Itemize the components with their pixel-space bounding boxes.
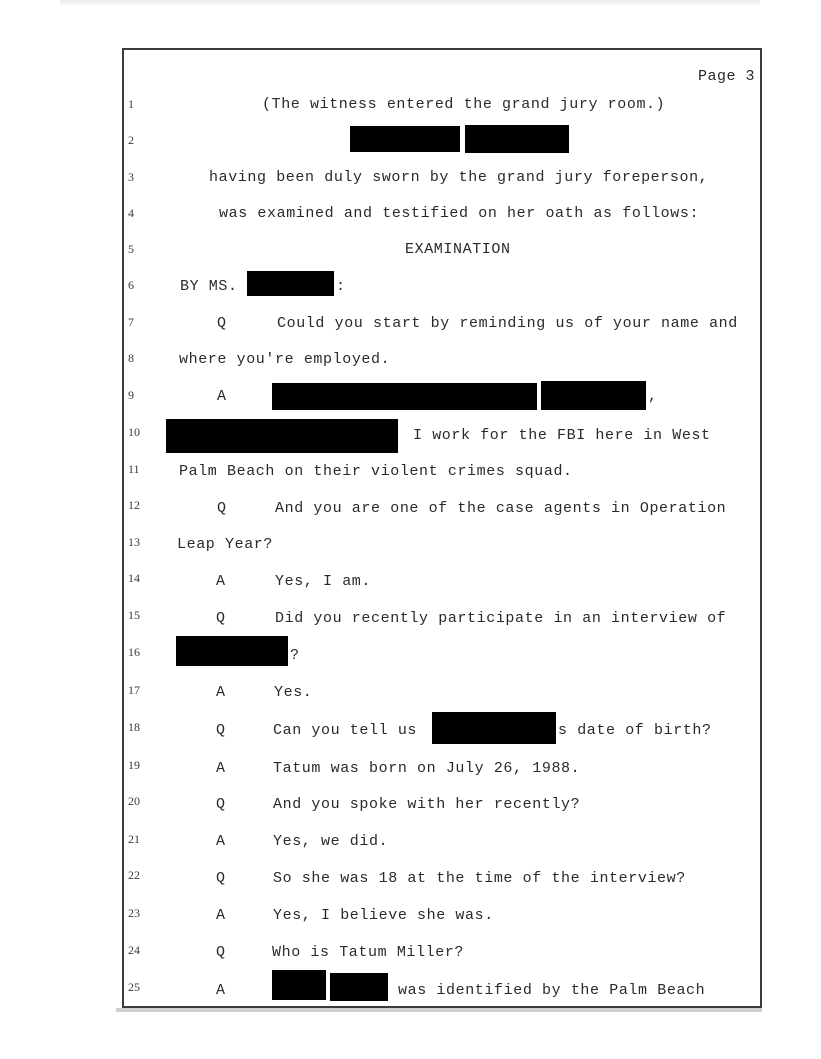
line-number: 11 bbox=[128, 462, 140, 476]
line-number: 17 bbox=[128, 683, 140, 697]
redaction-block bbox=[465, 125, 569, 153]
redaction-block bbox=[350, 126, 460, 152]
line-number: 13 bbox=[128, 535, 140, 549]
speaker-label: Q bbox=[216, 796, 226, 813]
speaker-label: Q bbox=[216, 944, 226, 961]
page-number: Page 3 bbox=[697, 68, 755, 85]
line-text: Yes, I am. bbox=[275, 573, 372, 590]
line-number: 20 bbox=[128, 794, 140, 808]
line-text: having been duly sworn by the grand jury foreperson, bbox=[209, 169, 709, 186]
redaction-block bbox=[166, 419, 398, 453]
line-text: was examined and testified on her oath as follows: bbox=[219, 205, 700, 222]
line-text: Palm Beach on their violent crimes squad. bbox=[179, 463, 573, 480]
line-number: 14 bbox=[128, 571, 140, 585]
speaker-label: A bbox=[216, 760, 226, 777]
redaction-block bbox=[330, 973, 388, 1001]
line-punctuation: : bbox=[336, 278, 346, 295]
speaker-label: Q bbox=[216, 722, 226, 739]
line-text: BY MS. bbox=[180, 278, 238, 295]
line-number: 5 bbox=[128, 242, 134, 256]
line-number: 16 bbox=[128, 645, 140, 659]
line-number: 3 bbox=[128, 170, 134, 184]
line-number: 1 bbox=[128, 97, 134, 111]
line-text: ? bbox=[290, 647, 300, 664]
line-number: 22 bbox=[128, 868, 140, 882]
line-number: 25 bbox=[128, 980, 140, 994]
transcript-frame bbox=[122, 48, 762, 1008]
line-number: 7 bbox=[128, 315, 134, 329]
line-number: 18 bbox=[128, 720, 140, 734]
line-text: Did you recently participate in an interview of bbox=[275, 610, 727, 627]
line-number: 21 bbox=[128, 832, 140, 846]
line-number: 15 bbox=[128, 608, 140, 622]
line-text: was identified by the Palm Beach bbox=[398, 982, 706, 999]
speaker-label: A bbox=[217, 388, 227, 405]
redaction-block bbox=[247, 271, 334, 296]
line-number: 24 bbox=[128, 943, 140, 957]
frame-bottom-shadow bbox=[116, 1008, 762, 1012]
line-text: Who is Tatum Miller? bbox=[272, 944, 465, 961]
speaker-label: A bbox=[216, 907, 226, 924]
line-text: And you are one of the case agents in Operation bbox=[275, 500, 727, 517]
line-text: Could you start by reminding us of your name and bbox=[277, 315, 738, 332]
line-text: Yes. bbox=[274, 684, 313, 701]
line-text: where you're employed. bbox=[179, 351, 391, 368]
line-text: I work for the FBI here in West bbox=[413, 427, 711, 444]
line-punctuation: , bbox=[648, 388, 658, 405]
speaker-label: Q bbox=[217, 315, 227, 332]
speaker-label: A bbox=[216, 573, 226, 590]
section-heading: EXAMINATION bbox=[405, 241, 511, 258]
line-number: 9 bbox=[128, 388, 134, 402]
speaker-label: A bbox=[216, 982, 226, 999]
speaker-label: Q bbox=[216, 870, 226, 887]
line-text: Yes, we did. bbox=[273, 833, 389, 850]
line-text: So she was 18 at the time of the interview? bbox=[273, 870, 686, 887]
redaction-block bbox=[272, 383, 537, 410]
line-text: Yes, I believe she was. bbox=[273, 907, 494, 924]
line-text: (The witness entered the grand jury room.) bbox=[262, 96, 666, 113]
speaker-label: A bbox=[216, 833, 226, 850]
line-number: 23 bbox=[128, 906, 140, 920]
line-number: 6 bbox=[128, 278, 134, 292]
redaction-block bbox=[432, 712, 556, 744]
line-text: And you spoke with her recently? bbox=[273, 796, 581, 813]
scan-top-shadow bbox=[60, 0, 760, 6]
speaker-label: A bbox=[216, 684, 226, 701]
speaker-label: Q bbox=[217, 500, 227, 517]
line-text: Tatum was born on July 26, 1988. bbox=[273, 760, 581, 777]
redaction-block bbox=[272, 970, 326, 1000]
line-number: 8 bbox=[128, 351, 134, 365]
line-number: 10 bbox=[128, 425, 140, 439]
speaker-label: Q bbox=[216, 610, 226, 627]
line-number: 4 bbox=[128, 206, 134, 220]
line-number: 12 bbox=[128, 498, 140, 512]
line-text-continuation: s date of birth? bbox=[558, 722, 712, 739]
redaction-block bbox=[541, 381, 646, 410]
line-number: 2 bbox=[128, 133, 134, 147]
line-text: Leap Year? bbox=[177, 536, 274, 553]
line-text: Can you tell us bbox=[273, 722, 418, 739]
line-number: 19 bbox=[128, 758, 140, 772]
redaction-block bbox=[176, 636, 288, 666]
